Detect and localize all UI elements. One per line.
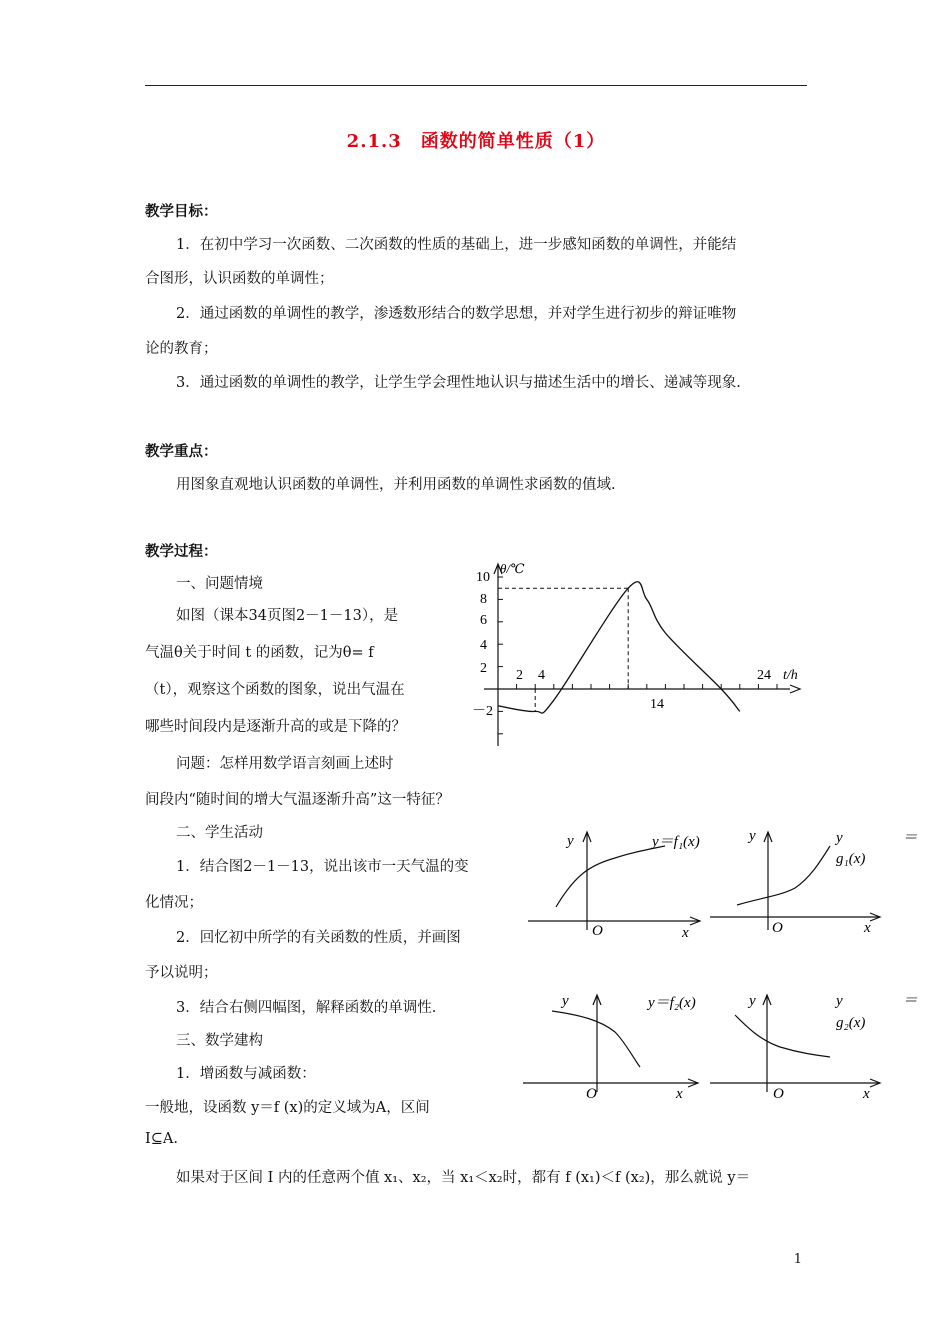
x-axis-arrow <box>790 685 800 693</box>
process-line: I⊆A. <box>145 1131 178 1147</box>
focus-line: 用图象直观地认识函数的单调性，并利用函数的单调性求函数的值域. <box>176 477 616 493</box>
process-line: 间段内“随时间的增大气温逐渐升高”这一特征？ <box>145 792 450 808</box>
y-tick-label: 6 <box>480 613 487 628</box>
graph-g1-label-top: y ＝ <box>836 830 918 846</box>
process-line: 1．结合图2－1－13，说出该市一天气温的变 <box>176 859 469 875</box>
graph-f2-curve <box>552 1011 640 1067</box>
graph-f1-curve <box>556 846 665 907</box>
graph-origin-label: O <box>773 1086 784 1102</box>
process-line: 一、问题情境 <box>176 576 263 592</box>
process-line: 予以说明； <box>145 965 218 981</box>
monotonic-graphs <box>520 820 918 1120</box>
y-tick-label: －2 <box>472 704 493 719</box>
process-line: 3．结合右侧四幅图，解释函数的单调性. <box>176 1000 437 1016</box>
y-axis-label: θ/℃ <box>500 561 525 576</box>
graph-y-label: y <box>562 993 569 1009</box>
goal-line: 合图形，认识函数的单调性； <box>145 271 334 287</box>
goal-line: 2．通过函数的单调性的教学，渗透数形结合的数学思想，并对学生进行初步的辩证唯物 <box>176 306 737 322</box>
graph-x-label: x <box>676 1086 683 1102</box>
graph-y-label: y <box>749 993 756 1009</box>
x-tick-label: 4 <box>538 668 545 683</box>
page-number: 1 <box>793 1252 802 1267</box>
process-line: 化情况； <box>145 895 203 911</box>
graph-origin-label: O <box>592 923 603 939</box>
process-line: 二、学生活动 <box>176 825 263 841</box>
graph-f1-label: y＝f₁(x) <box>652 834 700 850</box>
graph-g1-label-bottom: g₁(x) <box>836 851 866 867</box>
goal-line: 1．在初中学习一次函数、二次函数的性质的基础上，进一步感知函数的单调性，并能结 <box>176 237 737 253</box>
process-line: 如图（课本34页图2－1－13），是 <box>176 608 399 624</box>
temperature-chart <box>470 558 810 750</box>
process-line: 如果对于区间 I 内的任意两个值 x₁、x₂，当 x₁＜x₂时，都有 f (x₁)＜f (x₂)，那么就说 y＝ <box>176 1170 751 1186</box>
graph-g1-curve <box>737 846 830 905</box>
process-heading: 教学过程： <box>145 543 218 560</box>
y-tick-label: 8 <box>480 592 487 607</box>
y-tick-label: 4 <box>480 638 487 653</box>
graph-f2-label: y＝f₂(x) <box>648 995 696 1011</box>
graph-origin-label: O <box>586 1086 597 1102</box>
process-line: 气温θ关于时间 t 的函数，记为θ= f <box>145 645 374 661</box>
process-line: 哪些时间段内是逐渐升高的或是下降的？ <box>145 719 406 735</box>
process-line: 一般地，设函数 y＝f (x)的定义域为A，区间 <box>145 1100 430 1116</box>
graph-x-label: x <box>864 920 871 936</box>
goal-line: 3．通过函数的单调性的教学，让学生学会理性地认识与描述生活中的增长、递减等现象. <box>176 375 741 391</box>
x-tick-label: 24 <box>757 668 771 683</box>
graph-origin-label: O <box>772 920 783 936</box>
goals-heading: 教学目标： <box>145 203 218 220</box>
process-line: 三、数学建构 <box>176 1033 263 1049</box>
temperature-curve <box>498 582 740 713</box>
header-rule <box>145 85 807 86</box>
y-tick-label: 2 <box>480 661 487 676</box>
graph-g2-curve <box>735 1015 830 1057</box>
page-title: 2.1.3 函数的简单性质（1） <box>346 131 606 152</box>
graph-y-label: y <box>567 833 574 849</box>
goal-line: 论的教育； <box>145 341 218 357</box>
process-line: 2．回忆初中所学的有关函数的性质，并画图 <box>176 930 461 946</box>
x-axis-label: t/h <box>783 668 798 683</box>
process-line: （t），观察这个函数的图象，说出气温在 <box>145 682 405 698</box>
graph-g2-label-bottom: g₂(x) <box>836 1015 866 1031</box>
graph-x-label: x <box>682 925 689 941</box>
x-tick-label: 14 <box>650 697 664 712</box>
graph-y-label: y <box>749 828 756 844</box>
graph-x-label: x <box>863 1086 870 1102</box>
focus-heading: 教学重点： <box>145 443 218 460</box>
process-line: 问题：怎样用数学语言刻画上述时 <box>176 756 394 772</box>
process-line: 1．增函数与减函数： <box>176 1066 316 1082</box>
graph-g2-label-top: y ＝ <box>836 993 918 1009</box>
y-tick-label: 10 <box>476 570 490 585</box>
x-tick-label: 2 <box>516 668 523 683</box>
